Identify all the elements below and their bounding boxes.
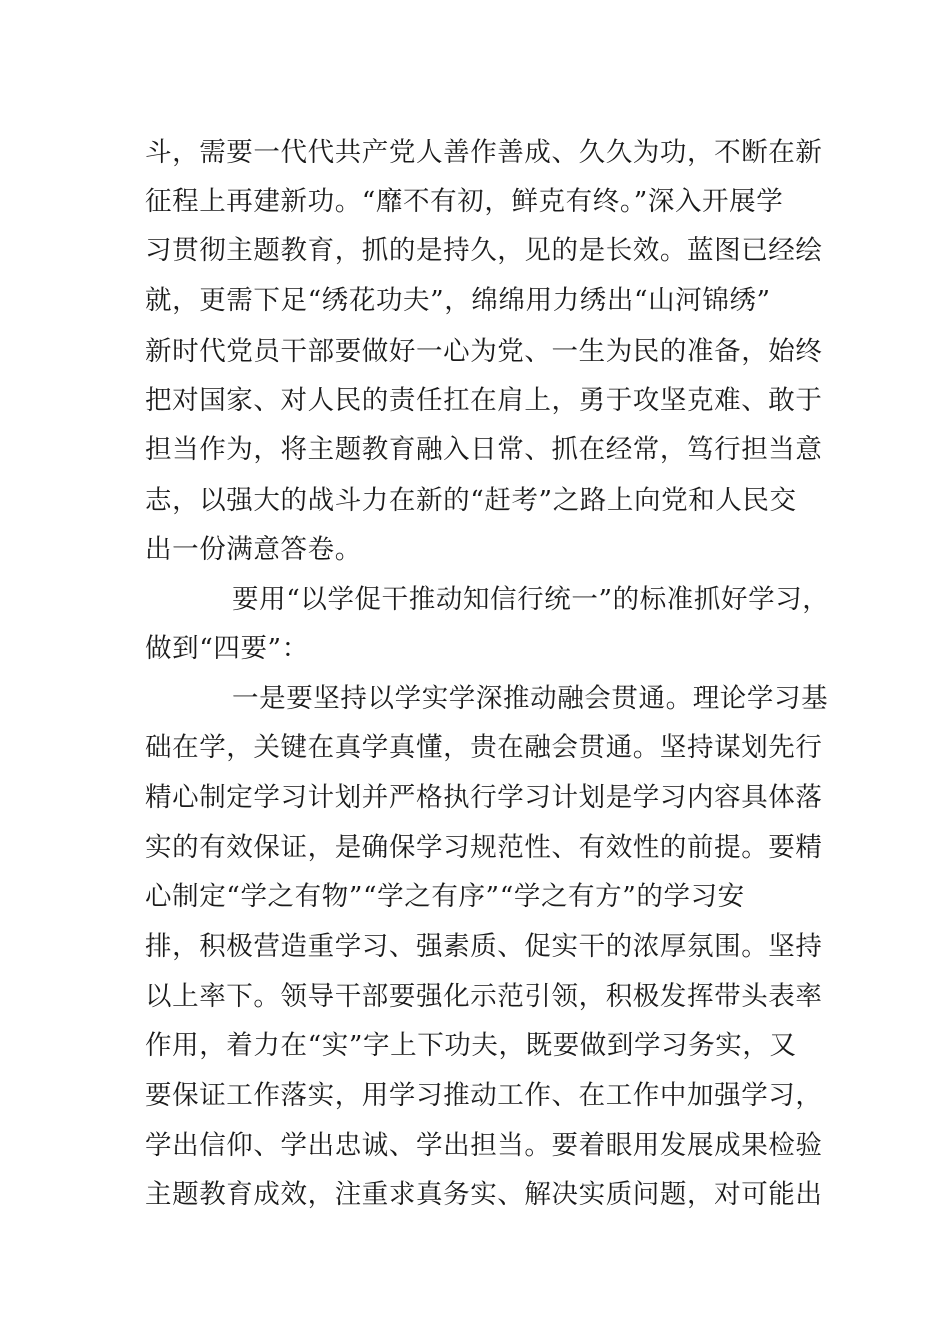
text-line-6: 把对国家、对人民的责任扛在肩上，勇于攻坚克难、敢于: [145, 385, 823, 416]
text-line-4: 就，更需下足“绣花功夫”，绵绵用力绣出“山河锦绣”: [145, 285, 771, 316]
text-line-14: 精心制定学习计划并严格执行学习计划是学习内容具体落: [145, 782, 823, 813]
text-line-13: 础在学，关键在真学真懂，贵在融会贯通。坚持谋划先行: [145, 732, 823, 763]
text-line-15: 实的有效保证，是确保学习规范性、有效性的前提。要精: [145, 832, 823, 863]
text-line-18: 以上率下。领导干部要强化示范引领，积极发挥带头表率: [145, 981, 823, 1012]
text-line-8: 志，以强大的战斗力在新的“赶考”之路上向党和人民交: [145, 485, 797, 516]
text-line-10: 要用“以学促干推动知信行统一”的标准抓好学习，: [232, 584, 830, 615]
text-line-20: 要保证工作落实，用学习推动工作、在工作中加强学习，: [145, 1080, 823, 1111]
text-line-16: 心制定“学之有物”“学之有序”“学之有方”的学习安: [145, 881, 745, 912]
text-line-7: 担当作为，将主题教育融入日常、抓在经常，笃行担当意: [145, 434, 823, 465]
text-line-9: 出一份满意答卷。: [145, 534, 362, 565]
text-line-3: 习贯彻主题教育，抓的是持久，见的是长效。蓝图已经绘: [145, 235, 823, 266]
text-line-19: 作用，着力在“实”字上下功夫，既要做到学习务实，又: [145, 1030, 797, 1061]
text-line-22: 主题教育成效，注重求真务实、解决实质问题，对可能出: [145, 1179, 823, 1210]
text-line-21: 学出信仰、学出忠诚、学出担当。要着眼用发展成果检验: [145, 1130, 823, 1161]
text-line-1: 斗，需要一代代共产党人善作善成、久久为功，不断在新: [145, 137, 823, 168]
text-line-5: 新时代党员干部要做好一心为党、一生为民的准备，始终: [145, 336, 823, 367]
text-line-12: 一是要坚持以学实学深推动融会贯通。理论学习基: [232, 683, 829, 714]
text-line-11: 做到“四要”：: [145, 633, 309, 664]
text-line-17: 排，积极营造重学习、强素质、促实干的浓厚氛围。坚持: [145, 931, 823, 962]
text-line-2: 征程上再建新功。“靡不有初，鲜克有终。”深入开展学: [145, 186, 784, 217]
